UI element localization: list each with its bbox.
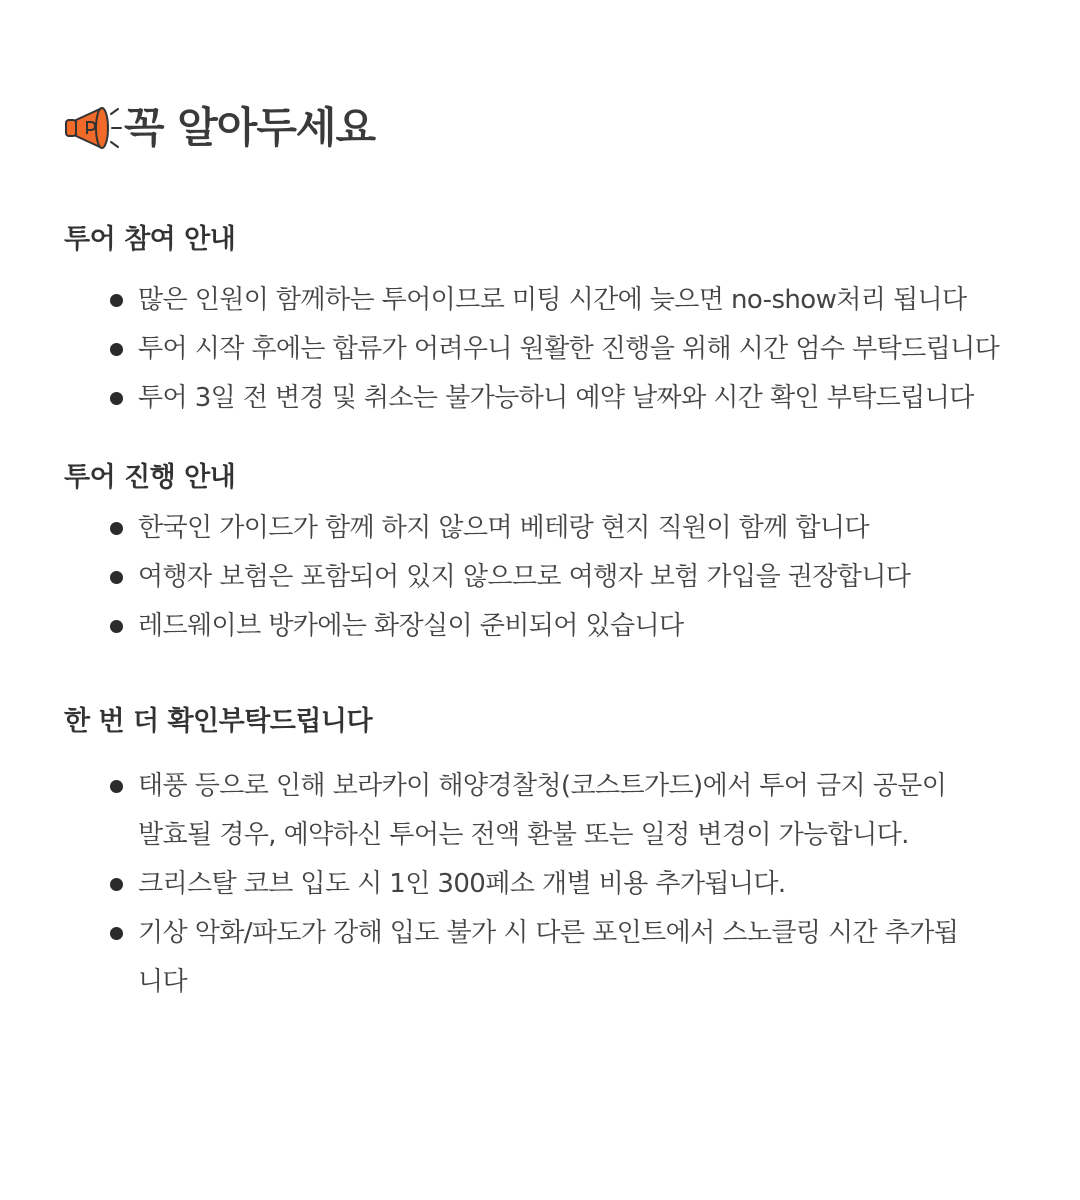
list-item	[64, 276, 1018, 325]
list-item-text: 태풍 등으로 인해 보라카이 해양경찰청(코스트가드)에서 투어 금지 공문이	[138, 771, 947, 801]
bullet-dot	[110, 571, 123, 584]
list-item-text-continued: 발효될 경우, 예약하신 투어는 전액 환불 또는 일정 변경이 가능합니다.	[138, 820, 909, 850]
list-item	[64, 602, 1018, 651]
list-item-text-continued: 니다	[138, 967, 188, 997]
list-item	[64, 504, 1018, 553]
list-item	[64, 909, 1018, 1007]
bullet-dot	[110, 343, 123, 356]
bullet-list	[64, 504, 1044, 651]
list-item-text: 많은 인원이 함께하는 투어이므로 미팅 시간에 늦으면 no-show처리 됩니다	[138, 285, 967, 315]
section-heading: 한 번 더 확인부탁드립니다	[64, 706, 373, 737]
bullet-dot	[110, 878, 123, 891]
list-item	[64, 374, 1018, 423]
list-item-text: 크리스탈 코브 입도 시 1인 300페소 개별 비용 추가됩니다.	[138, 869, 786, 899]
list-item-text: 여행자 보험은 포함되어 있지 않으므로 여행자 보험 가입을 권장합니다	[138, 562, 911, 592]
bullet-list	[64, 276, 1044, 423]
bullet-dot	[110, 522, 123, 535]
bullet-dot	[110, 620, 123, 633]
page-title: 꼭 알아두세요	[124, 103, 376, 152]
list-item-text: 투어 3일 전 변경 및 취소는 불가능하니 예약 날짜와 시간 확인 부탁드립니다	[138, 383, 974, 413]
list-item	[64, 325, 1018, 374]
list-item	[64, 762, 1018, 860]
list-item-text: 투어 시작 후에는 합류가 어려우니 원활한 진행을 위해 시간 엄수 부탁드립니다	[138, 334, 1000, 364]
bullet-dot	[110, 294, 123, 307]
section-tour-participation	[64, 220, 1044, 423]
megaphone-icon	[64, 100, 124, 156]
list-item-text: 레드웨이브 방카에는 화장실이 준비되어 있습니다	[138, 611, 684, 641]
section-heading: 투어 진행 안내	[64, 462, 236, 493]
title-row	[64, 100, 375, 156]
section-tour-progress	[64, 458, 1044, 651]
bullet-dot	[110, 927, 123, 940]
list-item-text: 기상 악화/파도가 강해 입도 불가 시 다른 포인트에서 스노클링 시간 추가됩	[138, 918, 959, 948]
bullet-list	[64, 762, 1044, 1007]
list-item	[64, 860, 1018, 909]
bullet-dot	[110, 392, 123, 405]
section-heading: 투어 참여 안내	[64, 224, 236, 255]
bullet-dot	[110, 780, 123, 793]
list-item-text: 한국인 가이드가 함께 하지 않으며 베테랑 현지 직원이 함께 합니다	[138, 513, 869, 543]
list-item	[64, 553, 1018, 602]
section-reconfirm	[64, 702, 1044, 1007]
